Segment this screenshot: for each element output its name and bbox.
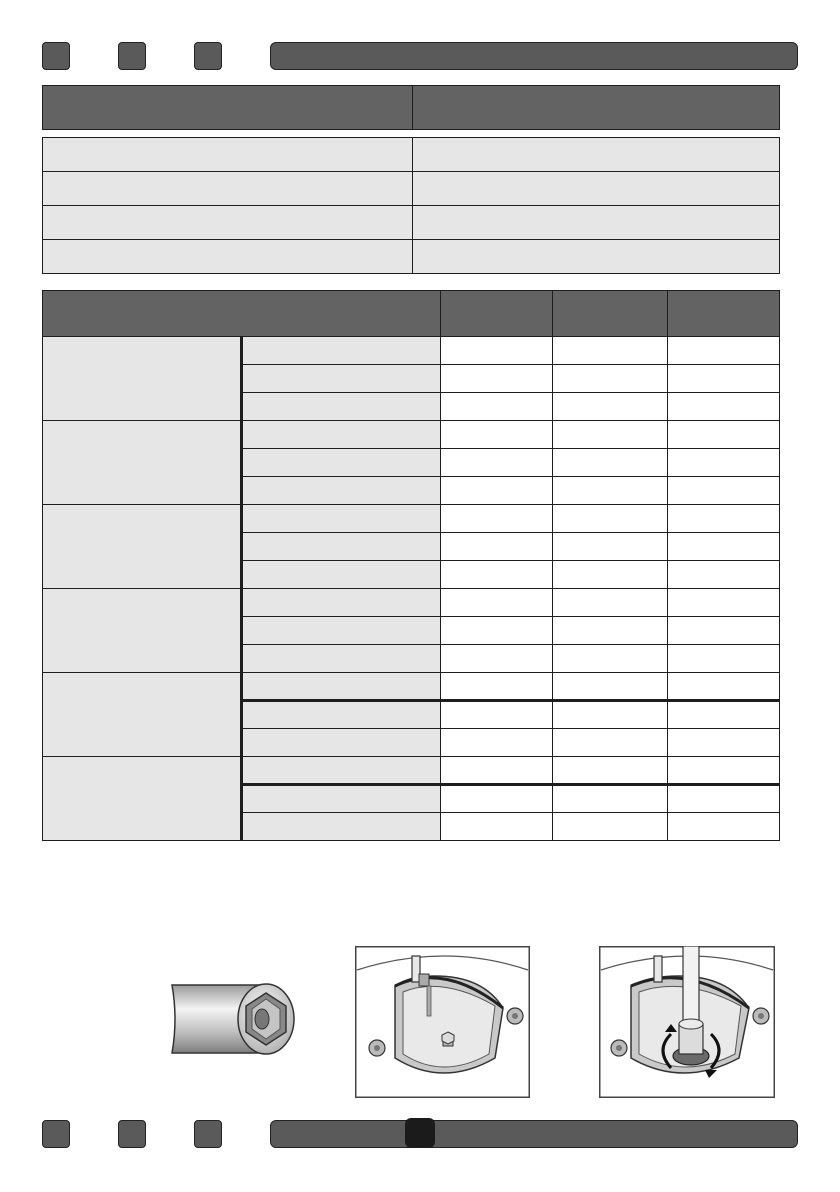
cell <box>413 240 780 274</box>
table-row <box>43 673 780 701</box>
header-square-1 <box>42 42 70 70</box>
cell <box>553 645 668 673</box>
cell <box>668 813 780 841</box>
cell <box>242 365 441 393</box>
cell <box>553 729 668 757</box>
cell <box>441 701 553 729</box>
cell <box>668 561 780 589</box>
cell <box>441 533 553 561</box>
cell <box>441 393 553 421</box>
cell <box>441 505 553 533</box>
table-spacer <box>43 130 780 138</box>
cell <box>553 561 668 589</box>
cell <box>242 785 441 813</box>
cell <box>668 757 780 785</box>
cell <box>413 138 780 172</box>
group-label <box>43 421 242 505</box>
table-row <box>43 757 780 785</box>
cell <box>441 673 553 701</box>
cell <box>242 645 441 673</box>
cell <box>668 617 780 645</box>
specs-table-header-2 <box>413 86 780 130</box>
injector-table <box>42 290 780 841</box>
table-row <box>43 240 780 274</box>
cell <box>553 505 668 533</box>
cell <box>668 421 780 449</box>
cell <box>553 337 668 365</box>
cell <box>553 365 668 393</box>
cell <box>668 785 780 813</box>
cell <box>668 477 780 505</box>
table-row <box>43 206 780 240</box>
header-bar <box>270 42 798 70</box>
injector-table-header-2 <box>441 291 553 337</box>
cell <box>553 589 668 617</box>
group-label <box>43 589 242 673</box>
cell <box>441 813 553 841</box>
cell <box>242 729 441 757</box>
group-label <box>43 673 242 757</box>
cell <box>553 421 668 449</box>
cell <box>242 617 441 645</box>
cell <box>553 617 668 645</box>
cell <box>441 561 553 589</box>
cell <box>441 729 553 757</box>
page-number-tab <box>405 1118 435 1148</box>
cell <box>553 673 668 701</box>
footer-square-2 <box>118 1120 146 1148</box>
cell <box>668 337 780 365</box>
cell <box>43 206 413 240</box>
cell <box>413 206 780 240</box>
group-label <box>43 337 242 421</box>
cell <box>242 701 441 729</box>
injector-table-header-1 <box>43 291 441 337</box>
table-row <box>43 421 780 449</box>
cell <box>242 393 441 421</box>
cell <box>668 729 780 757</box>
table-row <box>43 138 780 172</box>
injector-table-header-3 <box>553 291 668 337</box>
footer-square-1 <box>42 1120 70 1148</box>
cell <box>441 785 553 813</box>
cell <box>553 785 668 813</box>
burner-housing-with-wrench-turning-illustration <box>599 946 775 1098</box>
cell <box>553 449 668 477</box>
cell <box>441 337 553 365</box>
cell <box>668 673 780 701</box>
specs-table <box>42 85 780 274</box>
cell <box>668 701 780 729</box>
table-row <box>43 589 780 617</box>
cell <box>668 533 780 561</box>
cell <box>242 673 441 701</box>
cell <box>441 365 553 393</box>
cell <box>553 477 668 505</box>
cell <box>242 421 441 449</box>
footer-bar <box>270 1120 798 1148</box>
group-label <box>43 757 242 841</box>
cell <box>242 505 441 533</box>
cell <box>242 477 441 505</box>
header-square-2 <box>118 42 146 70</box>
cell <box>242 813 441 841</box>
cell <box>43 138 413 172</box>
cell <box>441 449 553 477</box>
injector-table-header-4 <box>668 291 780 337</box>
cell <box>668 589 780 617</box>
table-row <box>43 337 780 365</box>
table-row <box>43 505 780 533</box>
cell <box>441 645 553 673</box>
group-label <box>43 505 242 589</box>
cell <box>553 813 668 841</box>
cell <box>553 393 668 421</box>
cell <box>43 172 413 206</box>
cell <box>242 589 441 617</box>
cell <box>242 561 441 589</box>
cell <box>553 533 668 561</box>
cell <box>242 337 441 365</box>
cell <box>553 701 668 729</box>
cell <box>668 449 780 477</box>
cell <box>413 172 780 206</box>
cell <box>43 240 413 274</box>
cell <box>441 421 553 449</box>
burner-housing-with-injector-illustration <box>355 946 530 1098</box>
cell <box>441 617 553 645</box>
cell <box>668 645 780 673</box>
specs-table-header-1 <box>43 86 413 130</box>
cell <box>242 757 441 785</box>
cell <box>441 589 553 617</box>
header-square-3 <box>194 42 222 70</box>
cell <box>242 533 441 561</box>
table-row <box>43 172 780 206</box>
cell <box>441 757 553 785</box>
cell <box>553 757 668 785</box>
cell <box>668 393 780 421</box>
cell <box>668 505 780 533</box>
cell <box>668 365 780 393</box>
footer-square-3 <box>194 1120 222 1148</box>
cell <box>441 477 553 505</box>
hex-socket-wrench-illustration <box>168 975 300 1060</box>
cell <box>242 449 441 477</box>
